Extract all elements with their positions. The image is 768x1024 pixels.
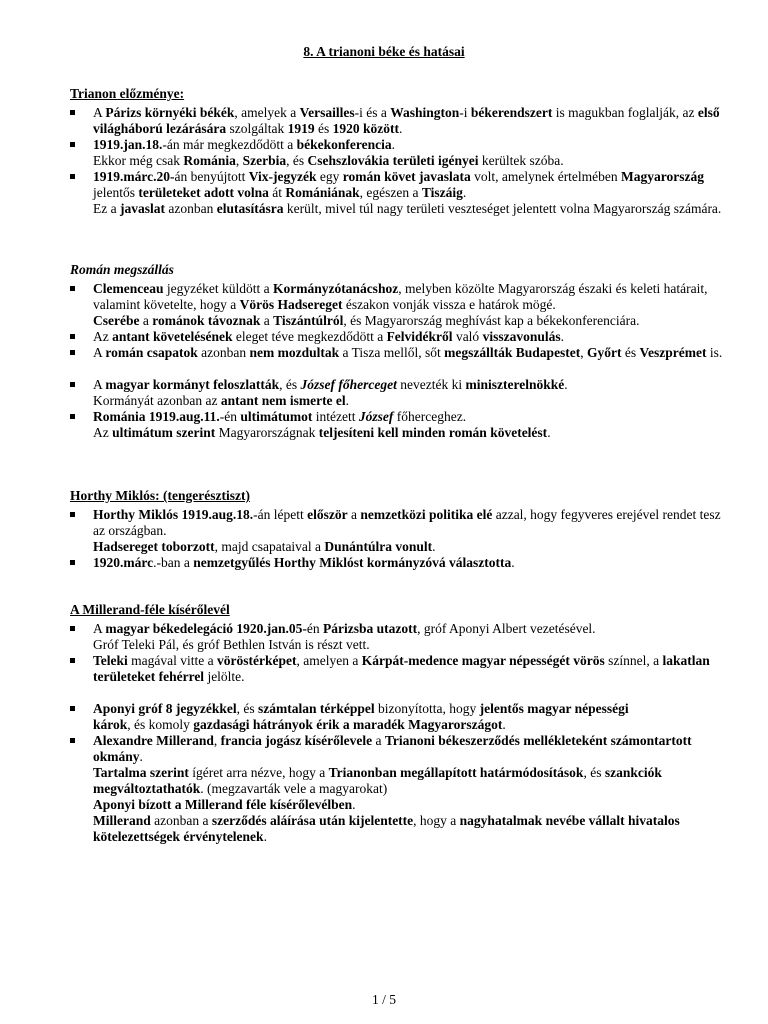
list-item: A román csapatok azonban nem mozdultak a Tisza mellől, sőt megszállták Budapestet, Győrt és Veszprémet is.	[70, 345, 730, 361]
bullet-icon	[70, 738, 75, 743]
section-heading: Trianon előzménye:	[70, 86, 185, 101]
list-item: Teleki magával vitte a vöröstérképet, amelyen a Kárpát-medence magyar népességét vörös színnel, a lakatlan területeket fehérrel jelölte.	[70, 653, 730, 685]
bullet-icon	[70, 382, 75, 387]
bullet-icon	[70, 560, 75, 565]
list-item: Alexandre Millerand, francia jogász kísérőlevele a Trianoni békeszerződés mellékleteként számontartott okmány. Tartalma szerint ígéret arra nézve, hogy a Trianonban megállapított határmódosítások, és szankciók megváltoztathatók. (megzavarták vele a magyarokat) Aponyi bízott a Millerand féle kísérőlevélben. Millerand azonban a szerződés aláírása után kijelentette, hogy a nagyhatalmak nevébe vállalt hivatalos kötelezettségek érvénytelenek.	[70, 733, 730, 845]
section-heading: A Millerand-féle kísérőlevél	[70, 602, 230, 617]
bullet-list	[70, 507, 730, 571]
bullet-icon	[70, 350, 75, 355]
bullet-icon	[70, 512, 75, 517]
section-millerand-kiserolevel	[70, 602, 730, 845]
section-heading: Horthy Miklós: (tengerésztiszt)	[70, 488, 250, 503]
bullet-list	[70, 281, 730, 361]
bullet-list	[70, 105, 730, 217]
bullet-list	[70, 621, 730, 685]
bullet-icon	[70, 142, 75, 147]
page-number: 1 / 5	[371, 992, 396, 1007]
list-item: Aponyi gróf 8 jegyzékkel, és számtalan térképpel bizonyította, hogy jelentős magyar népességi károk, és komoly gazdasági hátrányok érik a maradék Magyarországot.	[70, 701, 730, 733]
section-heading: Román megszállás	[70, 262, 174, 277]
list-item: Románia 1919.aug.11.-én ultimátumot intézett József főherceghez. Az ultimátum szerint Magyarországnak teljesíteni kell minden román követelést.	[70, 409, 730, 441]
bullet-list	[70, 701, 730, 845]
bullet-icon	[70, 626, 75, 631]
list-item: Az antant követelésének eleget téve megkezdődött a Felvidékről való visszavonulás.	[70, 329, 730, 345]
list-item: A magyar békedelegáció 1920.jan.05-én Párizsba utazott, gróf Aponyi Albert vezetésével. Gróf Teleki Pál, és gróf Bethlen István is részt vett.	[70, 621, 730, 653]
bullet-icon	[70, 706, 75, 711]
page-title: 8. A trianoni béke és hatásai	[303, 44, 465, 59]
list-item: 1919.jan.18.-án már megkezdődött a békekonferencia. Ekkor még csak Románia, Szerbia, és Csehszlovákia területi igényei kerültek szóba.	[70, 137, 730, 169]
bullet-list	[70, 377, 730, 441]
bullet-icon	[70, 414, 75, 419]
section-roman-megszallas	[70, 262, 730, 441]
bullet-icon	[70, 286, 75, 291]
list-item: Horthy Miklós 1919.aug.18.-án lépett először a nemzetközi politika elé azzal, hogy fegyveres erejével rendet tesz az országban. Hadsereget toborzott, majd csapataival a Dunántúlra vonult.	[70, 507, 730, 555]
section-horthy-miklos	[70, 488, 730, 571]
bullet-icon	[70, 174, 75, 179]
list-item: 1919.márc.20-án benyújtott Vix-jegyzék egy román követ javaslata volt, amelynek értelmében Magyarország jelentős területeket adott volna át Romániának, egészen a Tiszáig. Ez a javaslat azonban elutasításra került, mivel túl nagy területi veszteséget jelentett volna Magyarország számára.	[70, 169, 730, 217]
section-trianon-elozmenye	[70, 86, 730, 217]
bullet-icon	[70, 658, 75, 663]
bullet-icon	[70, 334, 75, 339]
bullet-icon	[70, 110, 75, 115]
list-item: 1920.márc.-ban a nemzetgyűlés Horthy Miklóst kormányzóvá választotta.	[70, 555, 730, 571]
list-item: A magyar kormányt feloszlatták, és József főherceget nevezték ki miniszterelnökké. Kormányát azonban az antant nem ismerte el.	[70, 377, 730, 409]
list-item: A Párizs környéki békék, amelyek a Versailles-i és a Washington-i békerendszert is magukban foglalják, az első világháború lezárására szolgáltak 1919 és 1920 között.	[70, 105, 730, 137]
list-item: Clemenceau jegyzéket küldött a Kormányzótanácshoz, melyben közölte Magyarország északi és keleti határait, valamint követelte, hogy a Vörös Hadsereget északon vonják vissza e határok mögé. Cserébe a románok távoznak a Tiszántúlról, és Magyarország meghívást kap a békekonferenciára.	[70, 281, 730, 329]
